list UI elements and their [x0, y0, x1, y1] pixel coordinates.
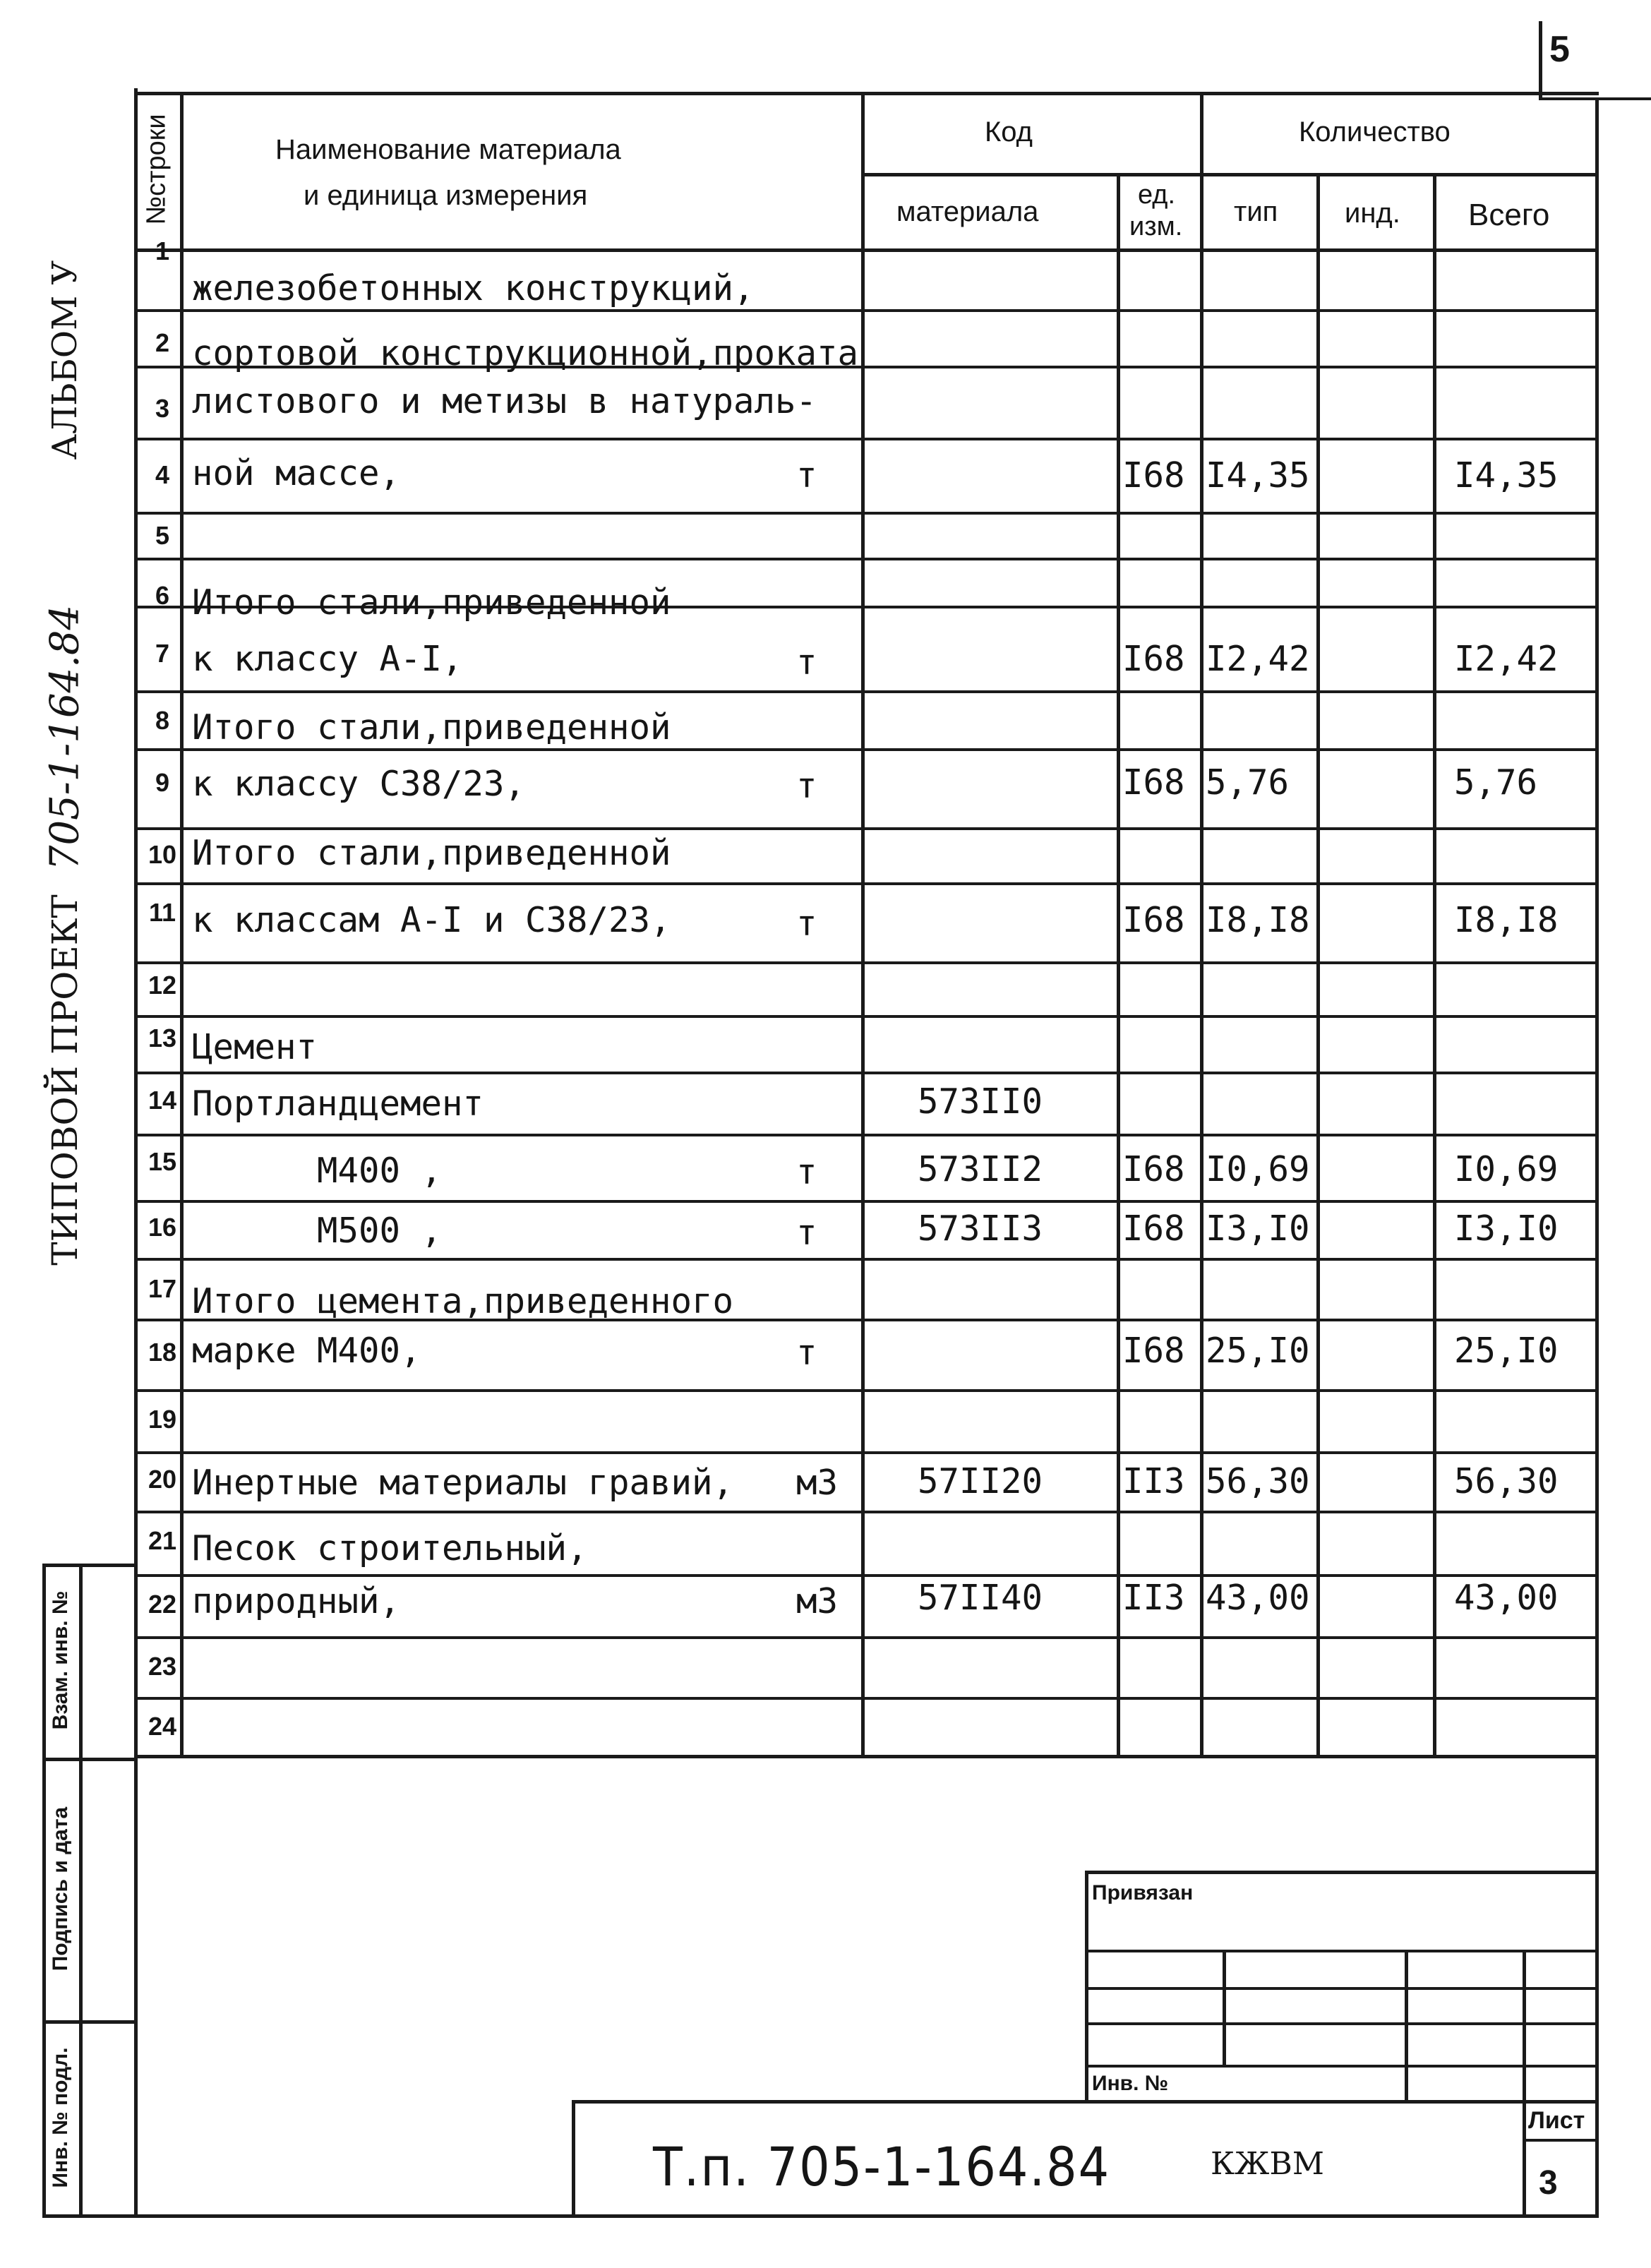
row-unit: т: [796, 1333, 817, 1373]
row-number: 7: [155, 639, 170, 668]
row-name: Портландцемент: [192, 1084, 484, 1124]
row-line: [134, 748, 1599, 751]
row-unit: т: [796, 766, 817, 806]
stamp-strip-line1: [42, 1758, 138, 1761]
stamp-strip-bottom: [42, 2214, 138, 2218]
sign-date-label: Подпись и дата: [49, 1806, 72, 1972]
row-line: [134, 1574, 1599, 1577]
header-mid-line: [861, 173, 1599, 176]
row-total: 5,76: [1454, 762, 1538, 803]
title-sheet-line: [1523, 2139, 1599, 2142]
row-line: [134, 961, 1599, 964]
row-number: 13: [148, 1024, 177, 1052]
sheet-label: Лист: [1528, 2107, 1585, 2134]
frame-left: [134, 88, 138, 2218]
row-total: 43,00: [1454, 1578, 1559, 1618]
doc-mark: КЖВМ: [1211, 2146, 1324, 2182]
header-name-line1: Наименование материала: [275, 134, 621, 165]
inv-no-label: Инв. №: [1092, 2072, 1169, 2095]
row-ed: I68: [1122, 455, 1185, 496]
row-code: 57II40: [918, 1578, 1043, 1618]
row-number: 24: [148, 1712, 177, 1741]
stamp-strip-line2: [42, 2020, 138, 2024]
row-tip: I4,35: [1206, 455, 1310, 496]
title-left: [572, 2100, 575, 2218]
row-line: [134, 690, 1599, 693]
page-number: 5: [1549, 29, 1570, 70]
row-tip: I3,I0: [1206, 1208, 1310, 1249]
row-number: 18: [148, 1338, 177, 1367]
row-number: 1: [155, 236, 170, 265]
frame-right: [1595, 97, 1599, 2218]
row-number: 10: [148, 840, 177, 869]
row-line: [134, 1451, 1599, 1454]
row-name: к классам А-I и С38/23,: [192, 900, 671, 940]
row-number: 6: [155, 581, 170, 610]
row-unit: т: [796, 1152, 817, 1192]
row-line: [134, 438, 1599, 440]
row-name: листового и метизы в натураль-: [192, 381, 817, 421]
row-number: 16: [148, 1213, 177, 1242]
header-row-no: №строки: [141, 114, 172, 225]
project-title-label: ТИПОВОЙ ПРОЕКТ: [44, 894, 85, 1266]
row-ed: I68: [1122, 1331, 1185, 1371]
row-unit: т: [796, 642, 817, 683]
header-code-material: материала: [896, 196, 1039, 227]
row-number: 11: [148, 898, 176, 927]
project-code-label: 705-1-164.84: [42, 604, 88, 871]
row-name: Песок строительный,: [192, 1528, 588, 1568]
row-line: [134, 827, 1599, 830]
row-code: 57II20: [918, 1461, 1043, 1501]
bound-col1: [1223, 1950, 1226, 2065]
bound-label: Привязан: [1092, 1881, 1194, 1904]
row-number: 21: [148, 1526, 177, 1555]
row-number: 23: [148, 1652, 177, 1681]
vzam-inv-label: Взам. инв. №: [49, 1590, 72, 1730]
col-line-code: [861, 92, 865, 1758]
row-ed: I68: [1122, 900, 1185, 940]
bound-col3: [1523, 1950, 1526, 2104]
row-line: [134, 1072, 1599, 1074]
row-number: 20: [148, 1465, 177, 1494]
row-total: I8,I8: [1454, 900, 1559, 940]
row-tip: I2,42: [1206, 639, 1310, 679]
row-number: 12: [148, 971, 177, 1000]
row-tip: 43,00: [1206, 1578, 1310, 1618]
row-line: [134, 1636, 1599, 1639]
bound-top: [1085, 1871, 1599, 1874]
col-line-total: [1433, 173, 1436, 1758]
row-name: сортовой конструкционной,проката: [192, 333, 859, 373]
header-quantity: Количество: [1299, 116, 1451, 148]
row-line: [134, 1015, 1599, 1018]
bound-line4: [1085, 2065, 1599, 2068]
page-number-divider: [1539, 21, 1542, 99]
row-tip: I0,69: [1206, 1149, 1310, 1189]
row-tip: 5,76: [1206, 762, 1290, 803]
row-number: 5: [155, 521, 170, 550]
col-line-qty: [1200, 92, 1203, 1758]
header-qty-ind: инд.: [1345, 198, 1400, 229]
row-name: ной массе,: [192, 453, 401, 493]
row-ed: I68: [1122, 762, 1185, 803]
row-ed: I68: [1122, 639, 1185, 679]
row-code: 573II2: [918, 1149, 1043, 1189]
row-line: [134, 1258, 1599, 1261]
bound-line3: [1085, 2022, 1599, 2025]
row-number: 2: [155, 328, 170, 357]
row-total: 56,30: [1454, 1461, 1559, 1501]
row-name: Итого стали,приведенной: [192, 833, 671, 873]
row-tip: I8,I8: [1206, 900, 1310, 940]
col-line-unit: [1117, 173, 1120, 1758]
row-number: 19: [148, 1405, 177, 1434]
row-number: 3: [155, 394, 170, 423]
row-number: 9: [155, 768, 170, 797]
row-tip: 25,I0: [1206, 1331, 1310, 1371]
row-name: Итого стали,приведенной: [192, 707, 671, 748]
stamp-strip-divider: [79, 1564, 83, 2216]
row-line: [134, 512, 1599, 515]
sheet-number: 3: [1539, 2164, 1558, 2202]
header-unit-line2: изм.: [1129, 212, 1183, 241]
row-line: [134, 558, 1599, 560]
row-name: М500 ,: [192, 1211, 443, 1251]
row-total: I3,I0: [1454, 1208, 1559, 1249]
doc-code: Т.п. 705-1-164.84: [653, 2135, 1111, 2198]
row-unit: т: [796, 1213, 817, 1253]
row-total: I0,69: [1454, 1149, 1559, 1189]
row-line: [134, 1200, 1599, 1203]
table-bottom: [134, 1755, 1599, 1758]
header-bottom: [134, 248, 1599, 252]
row-total: I4,35: [1454, 455, 1559, 496]
row-number: 14: [148, 1086, 177, 1115]
row-line: [134, 1511, 1599, 1513]
row-number: 22: [148, 1590, 177, 1619]
table-top: [134, 92, 1599, 95]
row-line: [134, 309, 1599, 312]
row-total: I2,42: [1454, 639, 1559, 679]
row-name: к классу А-I,: [192, 639, 463, 679]
row-number: 4: [155, 460, 170, 489]
col-line-ind: [1316, 173, 1320, 1758]
album-label: АЛЬБОМ У: [45, 260, 85, 460]
row-code: 573II0: [918, 1081, 1043, 1122]
row-ed: I68: [1122, 1149, 1185, 1189]
row-number: 15: [148, 1147, 177, 1176]
row-ed: II3: [1122, 1578, 1185, 1618]
header-unit-line1: ед.: [1138, 180, 1176, 210]
bound-line2: [1085, 1987, 1599, 1990]
stamp-strip-left: [42, 1564, 46, 2216]
row-line: [134, 882, 1599, 885]
row-ed: II3: [1122, 1461, 1185, 1501]
row-name: Инертные материалы гравий,: [192, 1463, 734, 1503]
row-name: к классу С38/23,: [192, 764, 526, 804]
bound-line1: [1085, 1950, 1599, 1952]
row-unit: м3: [796, 1463, 839, 1503]
row-name: природный,: [192, 1581, 401, 1621]
row-name: железобетонных конструкций,: [192, 268, 755, 308]
row-unit: т: [796, 904, 817, 944]
row-total: 25,I0: [1454, 1331, 1559, 1371]
bound-col2: [1405, 1950, 1408, 2104]
header-qty-type: тип: [1234, 196, 1278, 227]
title-top: [572, 2100, 1599, 2104]
row-unit: т: [796, 455, 817, 496]
stamp-strip-top: [42, 1564, 138, 1567]
row-name: М400 ,: [192, 1151, 443, 1191]
row-name: Цемент: [192, 1027, 318, 1067]
row-number: 17: [148, 1274, 177, 1303]
inv-orig-label: Инв. № подл.: [49, 2047, 72, 2188]
title-sheet-divider: [1523, 2100, 1526, 2218]
row-number: 8: [155, 706, 170, 735]
header-code: Код: [985, 116, 1033, 148]
row-name: Итого стали,приведенной: [192, 582, 671, 623]
row-name: Итого цемента,приведенного: [192, 1281, 734, 1321]
row-ed: I68: [1122, 1208, 1185, 1249]
frame-bottom: [134, 2214, 1599, 2218]
row-name: марке М400,: [192, 1331, 421, 1371]
row-tip: 56,30: [1206, 1461, 1310, 1501]
header-name-line2: и единица измерения: [304, 180, 588, 211]
row-line: [134, 1389, 1599, 1392]
row-code: 573II3: [918, 1208, 1043, 1249]
header-qty-total: Всего: [1468, 198, 1550, 232]
row-line: [134, 1134, 1599, 1136]
row-line: [134, 1697, 1599, 1700]
row-unit: м3: [796, 1581, 839, 1621]
